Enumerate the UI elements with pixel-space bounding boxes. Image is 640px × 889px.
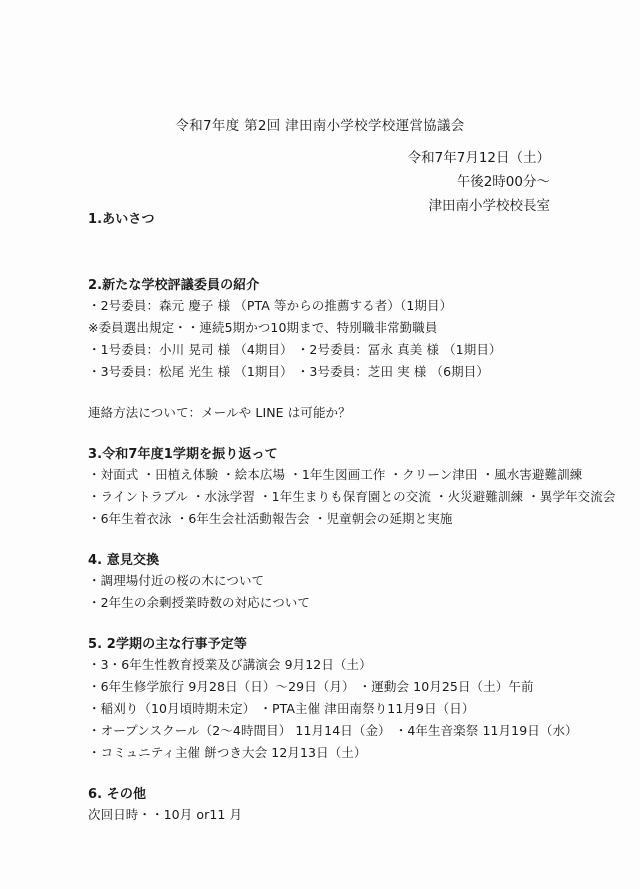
section-5-line: ・3・6年生性教育授業及び講演会 9月12日（土） bbox=[88, 657, 372, 672]
section-5-line: ・オープンスクール（2～4時間目） 11月14日（金） ・4年生音楽祭 11月19日（水） bbox=[88, 723, 578, 738]
section-4-line: ・2年生の余剰授業時数の対応について bbox=[88, 595, 311, 610]
section-2-line: ・2号委員：森元 慶子 様 （PTA 等からの推薦する者）（1期目） bbox=[88, 298, 453, 313]
next-meeting-date: 次回日時・・10月 or11 月 bbox=[88, 807, 243, 822]
section-1-heading: 1.あいさつ bbox=[88, 212, 155, 227]
section-5-line: ・6年生修学旅行 9月28日（日）～29日（月） ・運動会 10月25日（土）午前 bbox=[88, 679, 534, 694]
section-3-line: ・対面式 ・田植え体験 ・絵本広場 ・1年生図画工作 ・クリーン津田 ・風水害避難訓練 bbox=[88, 467, 583, 482]
meeting-info bbox=[408, 146, 550, 218]
section-2-heading: 2.新たな学校評議委員の紹介 bbox=[88, 278, 260, 293]
section-2-line: ※委員選出規定・・連続5期かつ10期まで、特別職非常勤職員 bbox=[88, 320, 438, 335]
section-4-heading: 4. 意見交換 bbox=[88, 553, 160, 568]
contact-note: 連絡方法について：メールや LINE は可能か？ bbox=[88, 405, 351, 420]
section-3-line: ・6年生着衣泳 ・6年生会社活動報告会 ・児童朝会の延期と実施 bbox=[88, 511, 453, 526]
section-3-line: ・ライントラブル ・水泳学習 ・1年生まりも保育園との交流 ・火災避難訓練 ・異学年交流会 bbox=[88, 489, 616, 504]
section-4-line: ・調理場付近の桜の木について bbox=[88, 573, 265, 588]
section-5-heading: 5. 2学期の主な行事予定等 bbox=[88, 637, 247, 652]
section-2-line: ・3号委員：松尾 光生 様 （1期目） ・3号委員：芝田 実 様 （6期目） bbox=[88, 364, 489, 379]
section-5-line: ・稲刈り（10月頃時期未定） ・PTA主催 津田南祭り11月9日（日） bbox=[88, 701, 475, 716]
meeting-place: 津田南小学校校長室 bbox=[428, 198, 550, 214]
meeting-date: 令和7年7月12日（土） bbox=[407, 150, 550, 166]
meeting-time: 午後2時00分～ bbox=[456, 174, 550, 190]
document-title: 令和7年度 第2回 津田南小学校学校運営協議会 bbox=[175, 118, 465, 134]
section-5-line: ・コミュニティ主催 餅つき大会 12月13日（土） bbox=[88, 745, 367, 760]
section-6-heading: 6. その他 bbox=[88, 787, 147, 802]
section-2-line: ・1号委員：小川 晃司 様 （4期目） ・2号委員：冨永 真美 様 （1期目） bbox=[88, 342, 502, 357]
section-3-heading: 3.令和7年度1学期を振り返って bbox=[88, 447, 278, 462]
